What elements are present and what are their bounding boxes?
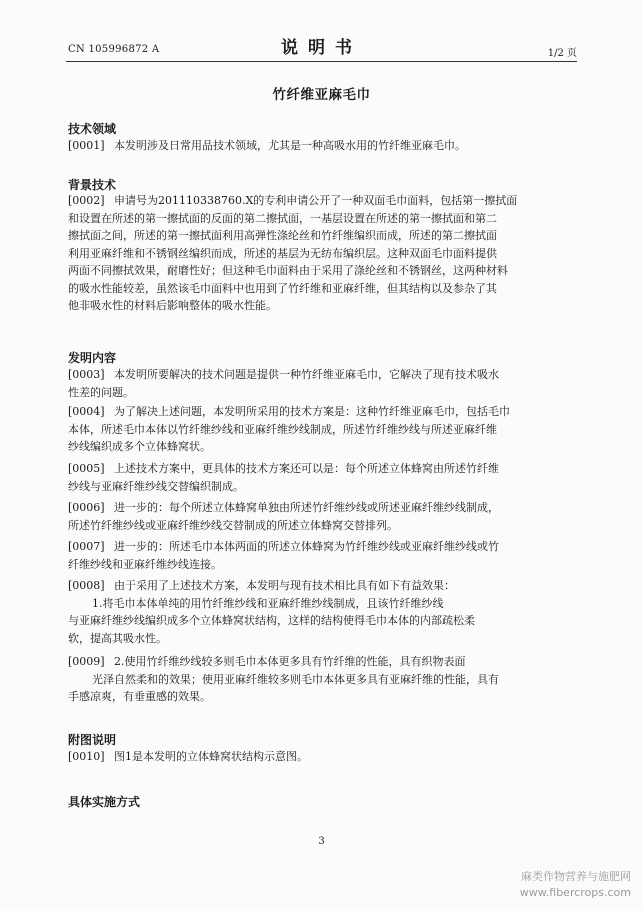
- section-heading-drawings: 附图说明: [68, 733, 117, 747]
- paragraph-0002: [68, 192, 578, 315]
- section-heading-background: 背景技术: [68, 178, 117, 192]
- header-divider: [66, 61, 577, 62]
- paragraph-line: [68, 421, 578, 439]
- paragraph-text: 本发明所要解决的技术问题是提供一种竹纤维亚麻毛巾，它解决了现有技术吸水: [114, 368, 499, 381]
- paragraph-0001: [68, 137, 578, 155]
- paragraph-number: [0009]: [68, 655, 105, 668]
- paragraph-0003: [68, 366, 578, 401]
- paragraph-text: 纤维纱线和亚麻纤维纱线连接。: [68, 557, 222, 571]
- paragraph-0005: [68, 460, 578, 495]
- paragraph-number: [0006]: [68, 501, 105, 514]
- paragraph-text: 进一步的：每个所述立体蜂窝单独由所述竹纤维纱线或所述亚麻纤维纱线制成，: [114, 501, 499, 514]
- paragraph-line: [68, 630, 578, 648]
- paragraph-line: [68, 538, 578, 556]
- paragraph-line: [68, 653, 578, 671]
- paragraph-line: [68, 517, 578, 535]
- section-heading-summary: 发明内容: [68, 351, 117, 365]
- paragraph-line: [68, 192, 578, 210]
- paragraph-line: [68, 748, 578, 766]
- paragraph-line: [68, 612, 578, 630]
- paragraph-text: 申请号为201110338760.X的专利申请公开了一种双面毛巾面料，包括第一擦拭面: [114, 194, 518, 207]
- paragraph-line: [68, 460, 578, 478]
- watermark-url: www.fibercrops.com: [519, 886, 631, 899]
- paragraph-text: 光泽自然柔和的效果；使用亚麻纤维较多则毛巾本体更多具有亚麻纤维的性能，具有: [92, 672, 499, 686]
- paragraph-line: [68, 595, 578, 613]
- paragraph-text: 上述技术方案中，更具体的技术方案还可以是：每个所述立体蜂窝由所述竹纤维: [114, 462, 499, 475]
- paragraph-0006: [68, 499, 578, 534]
- paragraph-line: [68, 478, 578, 496]
- paragraph-text: 利用亚麻纤维和不锈钢丝编织而成，所述的基层为无纺布编织层。这种双面毛巾面料提供: [68, 246, 497, 260]
- paragraph-text: 性差的问题。: [68, 385, 134, 399]
- paragraph-text: 1.将毛巾本体单纯的用竹纤维纱线和亚麻纤维纱线制成，且该竹纤维纱线: [92, 596, 444, 610]
- paragraph-text: 2.使用竹纤维纱线较多则毛巾本体更多具有竹纤维的性能，具有织物表面: [114, 655, 466, 668]
- paragraph-0008: [68, 577, 578, 647]
- paragraph-0009: [68, 653, 578, 706]
- paragraph-text: 软，提高其吸水性。: [68, 631, 167, 645]
- paragraph-0004: [68, 403, 578, 456]
- paragraph-line: [68, 384, 578, 402]
- paragraph-0007: [68, 538, 578, 573]
- watermark-site-name: 麻类作物营养与施肥网: [521, 870, 631, 883]
- paragraph-line: [68, 227, 578, 245]
- paragraph-line: [68, 499, 578, 517]
- paragraph-line: [68, 280, 578, 298]
- paragraph-text: 所述竹纤维纱线或亚麻纤维纱线交替制成的所述立体蜂窝交替排列。: [68, 518, 398, 532]
- paragraph-number: [0003]: [68, 368, 105, 381]
- paragraph-number: [0007]: [68, 540, 105, 553]
- paragraph-line: [68, 688, 578, 706]
- paragraph-text: 和设置在所述的第一擦拭面的反面的第二擦拭面，一基层设置在所述的第一擦拭面和第二: [68, 211, 497, 225]
- page-count: 1/2 页: [547, 48, 577, 59]
- paragraph-text: 进一步的：所述毛巾本体两面的所述立体蜂窝为竹纤维纱线或亚麻纤维纱线或竹: [114, 540, 499, 553]
- paragraph-line: [68, 366, 578, 384]
- paragraph-text: 他非吸水性的材料后影响整体的吸水性能。: [68, 299, 277, 312]
- page-number: 3: [318, 836, 325, 847]
- section-heading-tech-field: 技术领域: [68, 122, 117, 136]
- paragraph-text: 本体，所述毛巾本体以竹纤维纱线和亚麻纤维纱线制成，所述竹纤维纱线与所述亚麻纤维: [68, 422, 497, 436]
- paragraph-text: 图1是本发明的立体蜂窝状结构示意图。: [114, 750, 308, 763]
- paragraph-number: [0008]: [68, 579, 105, 592]
- paragraph-number: [0001]: [68, 139, 105, 152]
- paragraph-text: 本发明涉及日常用品技术领域，尤其是一种高吸水用的竹纤维亚麻毛巾。: [114, 139, 466, 152]
- paragraph-text: 纱线编织成多个立体蜂窝状。: [68, 440, 211, 453]
- paragraph-number: [0004]: [68, 405, 105, 418]
- paragraph-line: [68, 262, 578, 280]
- paragraph-line: [68, 438, 578, 456]
- paragraph-text: 两面不同擦拭效果，耐磨性好；但这种毛巾面料由于采用了涤纶丝和不锈钢丝，这两种材料: [68, 264, 508, 277]
- paragraph-number: [0010]: [68, 750, 105, 763]
- paragraph-text: 为了解决上述问题，本发明所采用的技术方案是：这种竹纤维亚麻毛巾，包括毛巾: [114, 405, 510, 418]
- paragraph-line: [68, 671, 578, 689]
- paragraph-line: [68, 403, 578, 421]
- paragraph-text: 手感凉爽，有垂重感的效果。: [68, 690, 211, 703]
- paragraph-line: [68, 577, 578, 595]
- paragraph-line: [68, 137, 578, 155]
- paragraph-number: [0005]: [68, 462, 105, 475]
- paragraph-0010: [68, 748, 578, 766]
- paragraph-line: [68, 245, 578, 263]
- paragraph-text: 与亚麻纤维纱线编织成多个立体蜂窝状结构，这样的结构使得毛巾本体的内部疏松柔: [68, 614, 475, 627]
- patent-number: CN 105996872 A: [68, 44, 160, 55]
- paragraph-line: [68, 556, 578, 574]
- paragraph-line: [68, 297, 578, 315]
- document-type: 说明书: [281, 38, 362, 58]
- paragraph-line: [68, 210, 578, 228]
- paragraph-text: 由于采用了上述技术方案，本发明与现有技术相比具有如下有益效果：: [114, 579, 455, 592]
- paragraph-number: [0002]: [68, 194, 105, 207]
- paragraph-text: 的吸水性能较差，虽然该毛巾面料中也用到了竹纤维和亚麻纤维，但其结构以及参杂了其: [68, 281, 497, 295]
- section-heading-embodiment: 具体实施方式: [68, 795, 141, 809]
- paragraph-text: 擦拭面之间，所述的第一擦拭面利用高弹性涤纶丝和竹纤维编织而成，所述的第二擦拭面: [68, 229, 497, 242]
- document-title: 竹纤维亚麻毛巾: [272, 87, 371, 103]
- paragraph-text: 纱线与亚麻纤维纱线交替编织制成。: [68, 479, 244, 493]
